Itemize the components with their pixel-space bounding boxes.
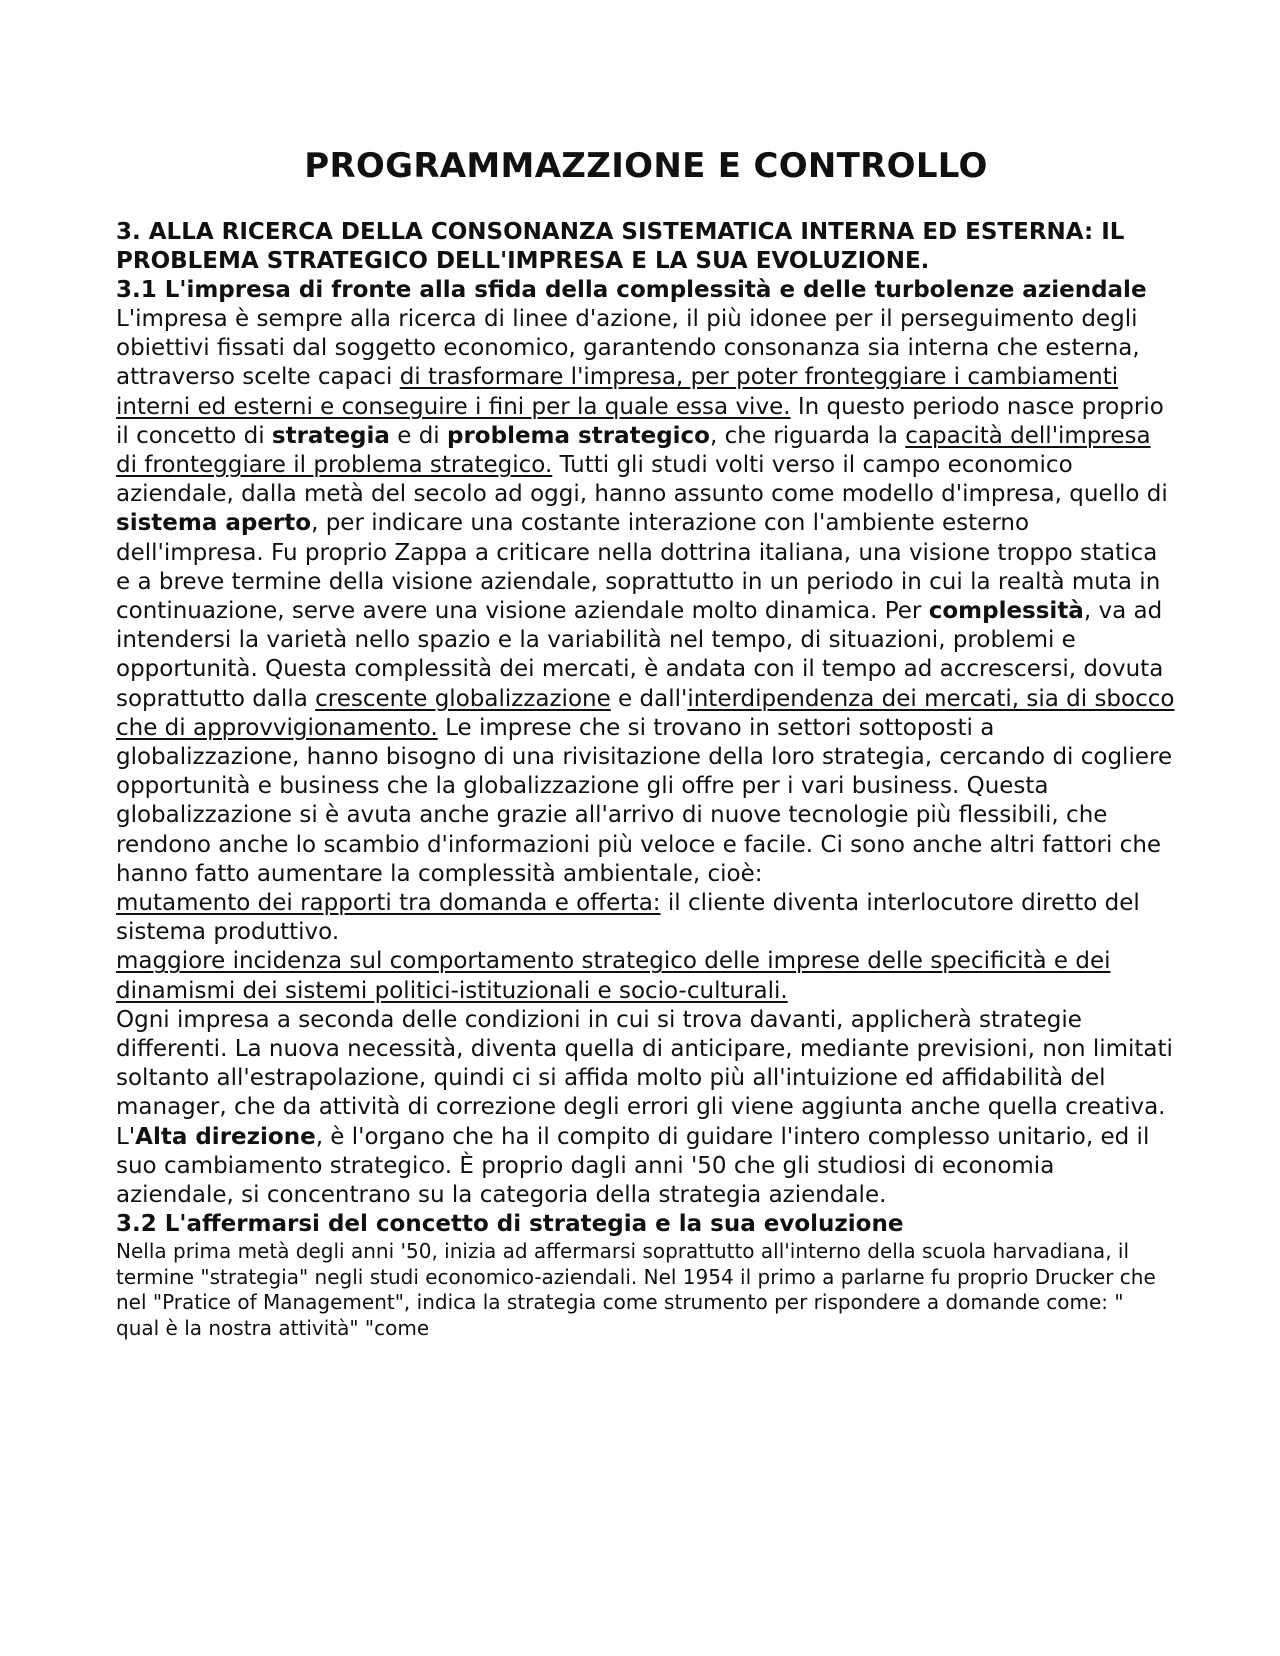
bold-term-problema-strategico: problema strategico bbox=[447, 422, 710, 449]
bold-term-strategia: strategia bbox=[271, 422, 390, 449]
underlined-text: di trasformare l'impresa, per poter fronteggiare i cambiamenti interni ed esterni e conseguire i fini per la quale essa vive. bbox=[116, 364, 1119, 420]
paragraph-complexity bbox=[116, 305, 1176, 889]
text-run: , per indicare una costante interazione con l'ambiente esterno dell'impresa. Fu proprio Zappa a criticare nella dottrina italiana, una visione troppo statica e a breve termine della visione aziendale, soprattutto in un periodo in cui la realtà muta in continuazione, serve avere una visione aziendale molto dinamica. Per bbox=[116, 510, 1161, 625]
list-item-domanda-offerta bbox=[116, 889, 1176, 947]
underlined-text: mutamento dei rapporti tra domanda e offerta: bbox=[116, 890, 661, 917]
list-item-sistemi-politici bbox=[116, 947, 1176, 1005]
text-run: Le imprese che si trovano in settori sottoposti a globalizzazione, hanno bisogno di una rivisitazione della loro strategia, cercando di cogliere opportunità e business che la globalizzazione gli offre per i vari business. Questa globalizzazione si è avuta anche grazie all'arrivo di nuove tecnologie più flessibili, che rendono anche lo scambio d'informazioni più veloce e facile. Ci sono anche altri fattori che hanno fatto aumentare la complessità ambientale, cioè: bbox=[116, 714, 1173, 887]
underlined-text: crescente globalizzazione bbox=[315, 685, 611, 712]
text-run: Tutti gli studi volti verso il campo economico aziendale, dalla metà del secolo ad oggi, hanno assunto come modello d'impresa, quello di bbox=[116, 452, 1168, 508]
text-run: , che riguarda la bbox=[709, 422, 906, 449]
text-run: In questo periodo nasce proprio il concetto di bbox=[116, 393, 1164, 449]
paragraph-strategia-evoluzione: Nella prima metà degli anni '50, inizia ad affermarsi soprattutto all'interno della scuola harvadiana, il termine "strategia" negli studi economico-aziendali. Nel 1954 il primo a parlarne fu proprio Drucker che nel "Pratice of Management", indica la strategia come strumento per rispondere a domande come: " qual è la nostra attività" "come bbox=[116, 1239, 1188, 1340]
text-run: il cliente diventa interlocutore diretto del sistema produttivo. bbox=[116, 890, 1140, 946]
underlined-text: capacità dell'impresa di fronteggiare il problema strategico. bbox=[116, 422, 1151, 479]
underlined-text: maggiore incidenza sul comportamento strategico delle imprese delle specificità e dei dinamismi dei sistemi politici-istituzionali e socio-culturali. bbox=[116, 948, 1111, 1004]
bold-term-alta-direzione: Alta direzione bbox=[135, 1123, 316, 1150]
page-title: PROGRAMMAZZIONE E CONTROLLO bbox=[304, 146, 988, 186]
document-body bbox=[116, 218, 1188, 1341]
section-heading-3-1: 3.1 L'impresa di fronte alla sfida della complessità e delle turbolenze aziendale bbox=[116, 277, 1147, 303]
bold-term-complessita: complessità bbox=[928, 598, 1084, 625]
chapter-heading: 3. ALLA RICERCA DELLA CONSONANZA SISTEMATICA INTERNA ED ESTERNA: IL PROBLEMA STRATEGICO DELL'IMPRESA E LA SUA EVOLUZIONE. bbox=[116, 219, 1125, 274]
text-run: , è l'organo che ha il compito di guidare l'intero complesso unitario, ed il suo cambiamento strategico. È proprio dagli anni '50 che gli studiosi di economia aziendale, si concentrano su la categoria della strategia aziendale. bbox=[116, 1123, 1150, 1209]
text-run: e dall' bbox=[610, 685, 688, 712]
text-run: Ogni impresa a seconda delle condizioni in cui si trova davanti, applicherà strategie differenti. La nuova necessità, diventa quella di anticipare, mediante previsioni, non limitati soltanto all'estrapolazione, quindi ci si affida molto più all'intuizione ed affidabilità del manager, che da attività di correzione degli errori gli viene aggiunta anche quella creativa. L' bbox=[116, 1006, 1173, 1150]
section-heading-3-2: 3.2 L'affermarsi del concetto di strategia e la sua evoluzione bbox=[116, 1211, 904, 1238]
underlined-text: interdipendenza dei mercati, sia di sbocco che di approvvigionamento. bbox=[116, 685, 1175, 741]
text-run: L'impresa è sempre alla ricerca di linee d'azione, il più idonee per il perseguimento degli obiettivi fissati dal soggetto economico, garantendo consonanza sia interna che esterna, attraverso scelte capaci bbox=[116, 306, 1140, 391]
text-run: e di bbox=[389, 422, 447, 449]
paragraph-alta-direzione bbox=[116, 1006, 1176, 1210]
text-run: , va ad intendersi la varietà nello spazio e la variabilità nel tempo, di situazioni, problemi e opportunità. Questa complessità dei mercati, è andata con il tempo ad accrescersi, dovuta soprattutto dalla bbox=[116, 598, 1164, 712]
bold-term-sistema-aperto: sistema aperto bbox=[116, 510, 312, 537]
